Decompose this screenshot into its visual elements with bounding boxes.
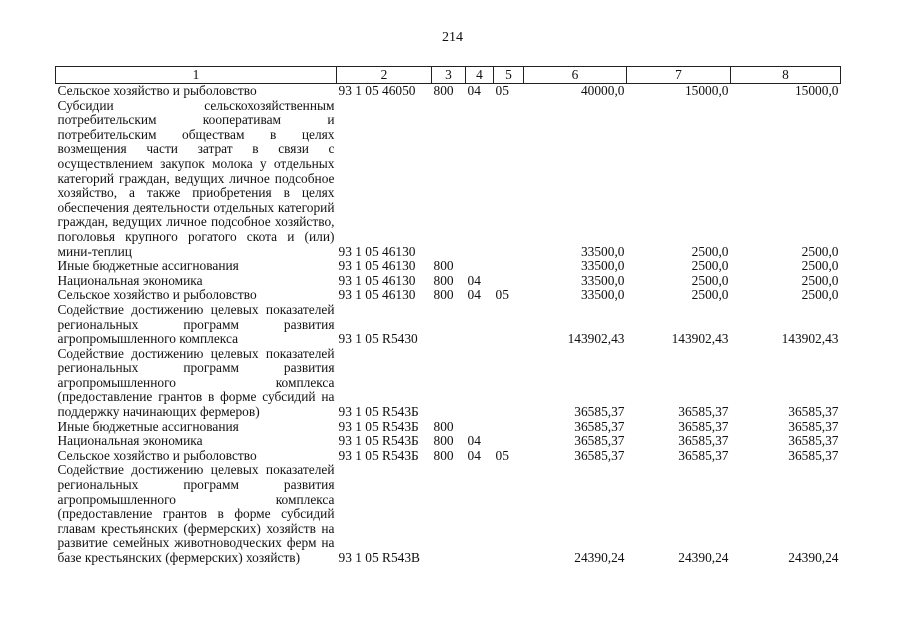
- row-name: Национальная экономика: [57, 433, 203, 449]
- row-col-5: [494, 259, 524, 274]
- header-col-8: 8: [731, 67, 841, 84]
- table-row: [56, 347, 841, 420]
- row-value-6: 36585,37: [574, 447, 625, 463]
- header-col-3: 3: [432, 67, 466, 84]
- row-name: Содействие достижению целевых показателей региональных программ развития агропромышленного комплекса: [57, 301, 335, 347]
- header-col-6: 6: [524, 67, 627, 84]
- table-row: [56, 449, 841, 464]
- row-col-5: [494, 463, 524, 565]
- row-col-5: [494, 99, 524, 260]
- row-col-4: [466, 259, 494, 274]
- row-col-5: [494, 274, 524, 289]
- row-code: 93 1 05 R543Б: [338, 433, 419, 449]
- row-col-4: [466, 463, 494, 565]
- row-col-3: 800: [433, 258, 454, 274]
- row-value-6: 24390,24: [574, 550, 625, 565]
- header-col-2: 2: [337, 67, 432, 84]
- table-row: [56, 420, 841, 435]
- header-col-1: 1: [56, 67, 337, 84]
- row-code: 93 1 05 R5430: [338, 331, 418, 347]
- row-value-8: 143902,43: [781, 331, 839, 347]
- row-value-8: 36585,37: [788, 433, 839, 449]
- row-value-6: 40000,0: [580, 83, 625, 98]
- header-row: [56, 67, 841, 84]
- row-code: 93 1 05 R543Б: [338, 447, 419, 463]
- row-col-5: 05: [495, 447, 509, 463]
- row-value-6: 36585,37: [574, 433, 625, 449]
- row-value-7: 36585,37: [678, 447, 729, 463]
- row-value-7: 2500,0: [691, 243, 729, 259]
- row-col-3: 800: [433, 287, 454, 303]
- row-name: Сельское хозяйство и рыболовство: [57, 287, 257, 303]
- row-col-3: [432, 463, 466, 565]
- row-col-3: 800: [433, 83, 454, 98]
- row-value-6: 36585,37: [574, 404, 625, 420]
- row-col-3: 800: [433, 433, 454, 449]
- row-value-6: 33500,0: [580, 287, 625, 303]
- row-value-6: 33500,0: [580, 272, 625, 288]
- table-header: [56, 67, 841, 84]
- row-value-8: 24390,24: [788, 550, 839, 565]
- row-name: Содействие достижению целевых показателей региональных программ развития агропромышленного комплекса (предоставление грантов в форме субсидий на поддержку начинающих фермеров): [57, 345, 335, 420]
- row-code: 93 1 05 46130: [338, 258, 416, 274]
- page-number: 214: [442, 30, 463, 45]
- row-code: 93 1 05 46130: [338, 272, 416, 288]
- row-name: Иные бюджетные ассигнования: [57, 258, 239, 274]
- row-col-4: 04: [467, 287, 481, 303]
- row-value-8: 36585,37: [788, 418, 839, 434]
- row-value-7: 2500,0: [691, 272, 729, 288]
- row-col-5: 05: [495, 287, 509, 303]
- row-value-8: 15000,0: [794, 83, 839, 98]
- header-col-7: 7: [627, 67, 731, 84]
- table-row: [56, 463, 841, 565]
- row-code: 93 1 05 R543В: [338, 550, 420, 565]
- row-col-3: 800: [433, 447, 454, 463]
- table-row: [56, 288, 841, 303]
- table-row: [56, 303, 841, 347]
- table-row: [56, 434, 841, 449]
- row-value-7: 36585,37: [678, 418, 729, 434]
- row-value-6: 33500,0: [580, 258, 625, 274]
- row-col-4: [466, 347, 494, 420]
- row-value-7: 143902,43: [671, 331, 729, 347]
- row-value-8: 2500,0: [801, 243, 839, 259]
- row-value-8: 36585,37: [788, 447, 839, 463]
- row-value-7: 2500,0: [691, 258, 729, 274]
- row-col-4: 04: [467, 447, 481, 463]
- row-value-7: 24390,24: [678, 550, 729, 565]
- row-col-5: 05: [495, 83, 509, 98]
- row-name: Национальная экономика: [57, 272, 203, 288]
- row-value-7: 2500,0: [691, 287, 729, 303]
- row-name: Субсидии сельскохозяйственным потребительским кооперативам и потребительским обществам в целях возмещения части затрат в связи с осуществлением закупок молока у отдельных категорий граждан, ведущих личное подсобное хозяйство, а также приобретения в целях обеспечения деятельности отдельных категорий граждан, ведущих личное подсобное хозяйство, поголовья крупного рогатого скота и (или) мини-теплиц: [57, 97, 335, 259]
- row-col-4: [466, 420, 494, 435]
- row-col-4: 04: [467, 433, 481, 449]
- header-col-5: 5: [494, 67, 524, 84]
- row-col-5: [494, 347, 524, 420]
- row-value-7: 36585,37: [678, 433, 729, 449]
- table-row: [56, 99, 841, 260]
- row-value-7: 36585,37: [678, 404, 729, 420]
- table-row: [56, 259, 841, 274]
- row-code: 93 1 05 R543Б: [338, 418, 419, 434]
- row-col-4: [466, 99, 494, 260]
- row-col-5: [494, 434, 524, 449]
- row-col-3: [432, 347, 466, 420]
- row-value-7: 15000,0: [684, 83, 729, 98]
- row-name: Сельское хозяйство и рыболовство: [57, 447, 257, 463]
- row-code: 93 1 05 46050: [338, 83, 416, 98]
- row-value-6: 36585,37: [574, 418, 625, 434]
- row-col-3: [432, 303, 466, 347]
- row-code: 93 1 05 46130: [338, 287, 416, 303]
- row-value-8: 2500,0: [801, 272, 839, 288]
- row-col-4: [466, 303, 494, 347]
- header-col-4: 4: [466, 67, 494, 84]
- row-col-5: [494, 303, 524, 347]
- row-value-8: 2500,0: [801, 287, 839, 303]
- row-value-8: 36585,37: [788, 404, 839, 420]
- row-value-6: 33500,0: [580, 243, 625, 259]
- row-value-6: 143902,43: [567, 331, 625, 347]
- row-col-5: [494, 420, 524, 435]
- row-col-4: 04: [467, 83, 481, 98]
- row-col-3: 800: [433, 418, 454, 434]
- row-value-8: 2500,0: [801, 258, 839, 274]
- row-col-4: 04: [467, 272, 481, 288]
- row-col-3: [432, 99, 466, 260]
- row-col-3: 800: [433, 272, 454, 288]
- row-name: Сельское хозяйство и рыболовство: [57, 83, 257, 98]
- table-row: [56, 274, 841, 289]
- budget-table: [55, 66, 841, 566]
- row-name: Содействие достижению целевых показателей региональных программ развития агропромышленного комплекса (предоставление грантов в форме субсидий главам крестьянских (фермерских) хозяйств на развитие семейных животноводческих ферм на базе крестьянских (фермерских) хозяйств): [57, 462, 335, 565]
- row-code: 93 1 05 46130: [338, 243, 416, 259]
- table-row: [56, 84, 841, 99]
- row-code: 93 1 05 R543Б: [338, 404, 419, 420]
- row-name: Иные бюджетные ассигнования: [57, 418, 239, 434]
- table-body: [56, 84, 841, 566]
